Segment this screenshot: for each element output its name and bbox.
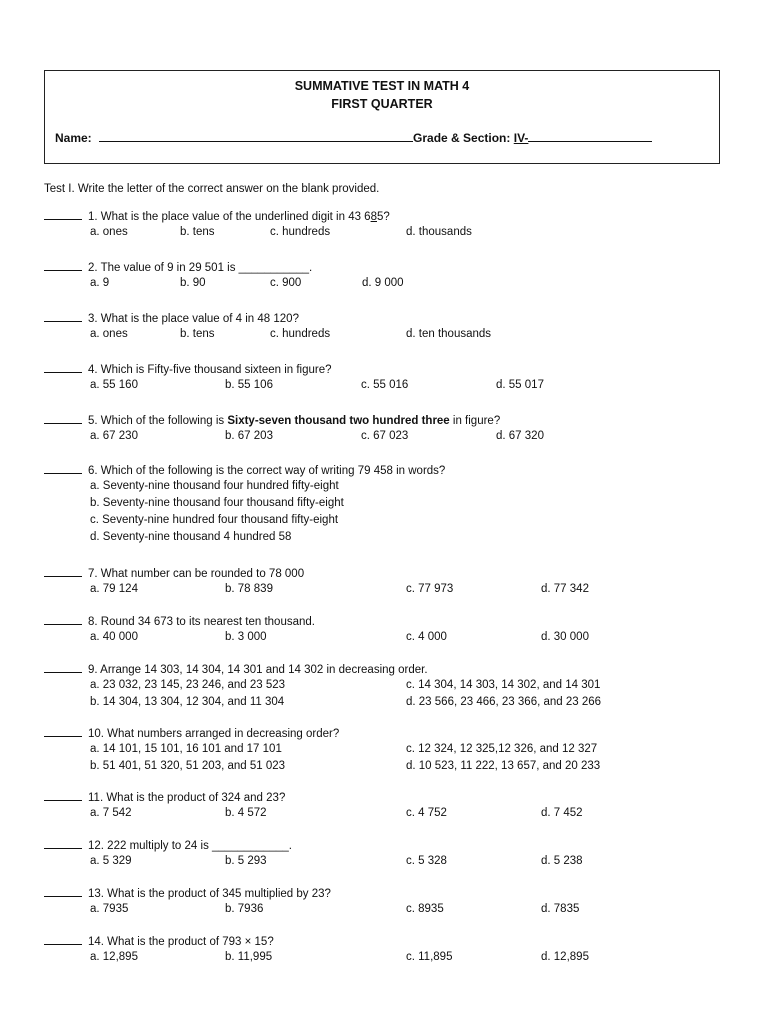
option-d: d. 7 452 — [541, 807, 583, 819]
question-9 — [44, 661, 734, 711]
option-c: c. Seventy-nine hundred four thousand fifty-eight — [90, 514, 339, 526]
answer-blank[interactable] — [44, 661, 82, 673]
option-a: a. 9 — [90, 277, 110, 289]
option-b: b. 4 572 — [225, 807, 267, 819]
option-d: d. 9 000 — [362, 277, 404, 289]
option-a: a. 79 124 — [90, 583, 138, 595]
question-8 — [44, 613, 734, 646]
question-stem: 5. Which of the following is Sixty-seven thousand two hundred three in figure? — [88, 415, 501, 427]
answer-blank[interactable] — [44, 259, 82, 271]
answer-blank[interactable] — [44, 613, 82, 625]
option-a: a. Seventy-nine thousand four hundred fifty-eight — [90, 480, 339, 492]
option-a: a. ones — [90, 226, 128, 238]
test-subtitle: FIRST QUARTER — [331, 97, 433, 111]
option-b: b. 55 106 — [225, 379, 273, 391]
question-stem: 11. What is the product of 324 and 23? — [88, 792, 286, 804]
option-b: b. tens — [180, 328, 215, 340]
option-c: c. 4 752 — [406, 807, 447, 819]
question-11 — [44, 789, 734, 822]
option-d: d. 5 238 — [541, 855, 583, 867]
option-a: a. 55 160 — [90, 379, 138, 391]
option-d: d. 7835 — [541, 903, 580, 915]
option-a: a. 14 101, 15 101, 16 101 and 17 101 — [90, 743, 282, 755]
option-a: a. 40 000 — [90, 631, 138, 643]
option-b: b. 7936 — [225, 903, 264, 915]
option-c: c. 14 304, 14 303, 14 302, and 14 301 — [406, 679, 601, 691]
option-c: c. 4 000 — [406, 631, 447, 643]
option-c: c. 67 023 — [361, 430, 409, 442]
option-c: c. 12 324, 12 325,12 326, and 12 327 — [406, 743, 598, 755]
option-c: c. hundreds — [270, 226, 331, 238]
answer-blank[interactable] — [44, 462, 82, 474]
option-d: d. thousands — [406, 226, 472, 238]
option-b: b. 90 — [180, 277, 206, 289]
option-a: a. 5 329 — [90, 855, 132, 867]
grade-prefix: IV- — [513, 131, 529, 145]
name-field[interactable] — [99, 129, 413, 142]
test-title: SUMMATIVE TEST IN MATH 4 — [294, 79, 470, 93]
option-b: b. 78 839 — [225, 583, 273, 595]
answer-blank[interactable] — [44, 725, 82, 737]
answer-blank[interactable] — [44, 837, 82, 849]
option-d: d. Seventy-nine thousand 4 hundred 58 — [90, 531, 292, 543]
question-stem: 14. What is the product of 793 × 15? — [88, 936, 274, 948]
question-stem: 8. Round 34 673 to its nearest ten thousand. — [88, 616, 315, 628]
option-c: c. 8935 — [406, 903, 444, 915]
question-stem: 1. What is the place value of the underlined digit in 43 685? — [88, 211, 390, 223]
section-field[interactable] — [528, 129, 652, 142]
question-stem: 2. The value of 9 in 29 501 is ___________. — [88, 262, 313, 274]
question-stem: 13. What is the product of 345 multiplied by 23? — [88, 888, 331, 900]
option-d: d. 23 566, 23 466, 23 366, and 23 266 — [406, 696, 602, 708]
option-b: b. 67 203 — [225, 430, 273, 442]
option-d: d. 10 523, 11 222, 13 657, and 20 233 — [406, 760, 601, 772]
question-5 — [44, 412, 734, 445]
question-3 — [44, 310, 734, 343]
name-row — [55, 129, 709, 145]
grade-label: Grade & Section: — [413, 131, 511, 145]
option-a: a. 23 032, 23 145, 23 246, and 23 523 — [90, 679, 286, 691]
option-b: b. 51 401, 51 320, 51 203, and 51 023 — [90, 760, 286, 772]
option-b: b. Seventy-nine thousand four thousand fifty-eight — [90, 497, 344, 509]
question-stem: 3. What is the place value of 4 in 48 120? — [88, 313, 299, 325]
answer-blank[interactable] — [44, 412, 82, 424]
question-13 — [44, 885, 734, 918]
option-c: c. 77 973 — [406, 583, 454, 595]
question-10 — [44, 725, 734, 775]
answer-blank[interactable] — [44, 565, 82, 577]
option-d: d. 77 342 — [541, 583, 589, 595]
option-c: c. 11,895 — [406, 951, 453, 963]
answer-blank[interactable] — [44, 208, 82, 220]
option-a: a. 7935 — [90, 903, 129, 915]
question-stem: 6. Which of the following is the correct way of writing 79 458 in words? — [88, 465, 446, 477]
question-2 — [44, 259, 734, 292]
option-a: a. 12,895 — [90, 951, 138, 963]
option-d: d. 67 320 — [496, 430, 544, 442]
question-stem: 9. Arrange 14 303, 14 304, 14 301 and 14 302 in decreasing order. — [88, 664, 428, 676]
option-a: a. 7 542 — [90, 807, 132, 819]
question-stem: 4. Which is Fifty-five thousand sixteen in figure? — [88, 364, 332, 376]
question-4 — [44, 361, 734, 394]
option-d: d. 55 017 — [496, 379, 544, 391]
question-stem: 12. 222 multiply to 24 is ____________. — [88, 840, 292, 852]
answer-blank[interactable] — [44, 789, 82, 801]
option-c: c. hundreds — [270, 328, 331, 340]
option-d: d. ten thousands — [406, 328, 492, 340]
option-d: d. 12,895 — [541, 951, 589, 963]
question-12 — [44, 837, 734, 870]
answer-blank[interactable] — [44, 885, 82, 897]
option-c: c. 5 328 — [406, 855, 447, 867]
option-c: c. 900 — [270, 277, 302, 289]
question-1 — [44, 208, 734, 241]
option-b: b. 14 304, 13 304, 12 304, and 11 304 — [90, 696, 285, 708]
answer-blank[interactable] — [44, 933, 82, 945]
option-b: b. 3 000 — [225, 631, 267, 643]
option-a: a. ones — [90, 328, 128, 340]
option-c: c. 55 016 — [361, 379, 409, 391]
option-b: b. 11,995 — [225, 951, 273, 963]
answer-blank[interactable] — [44, 361, 82, 373]
question-stem: 10. What numbers arranged in decreasing order? — [88, 728, 340, 740]
option-a: a. 67 230 — [90, 430, 138, 442]
answer-blank[interactable] — [44, 310, 82, 322]
header-box — [44, 70, 720, 164]
option-b: b. 5 293 — [225, 855, 267, 867]
instructions: Test I. Write the letter of the correct answer on the blank provided. — [44, 183, 380, 195]
question-stem: 7. What number can be rounded to 78 000 — [88, 568, 305, 580]
option-b: b. tens — [180, 226, 215, 238]
name-label: Name: — [55, 131, 92, 145]
option-d: d. 30 000 — [541, 631, 589, 643]
question-7 — [44, 565, 734, 598]
question-6 — [44, 462, 734, 546]
question-14 — [44, 933, 734, 966]
